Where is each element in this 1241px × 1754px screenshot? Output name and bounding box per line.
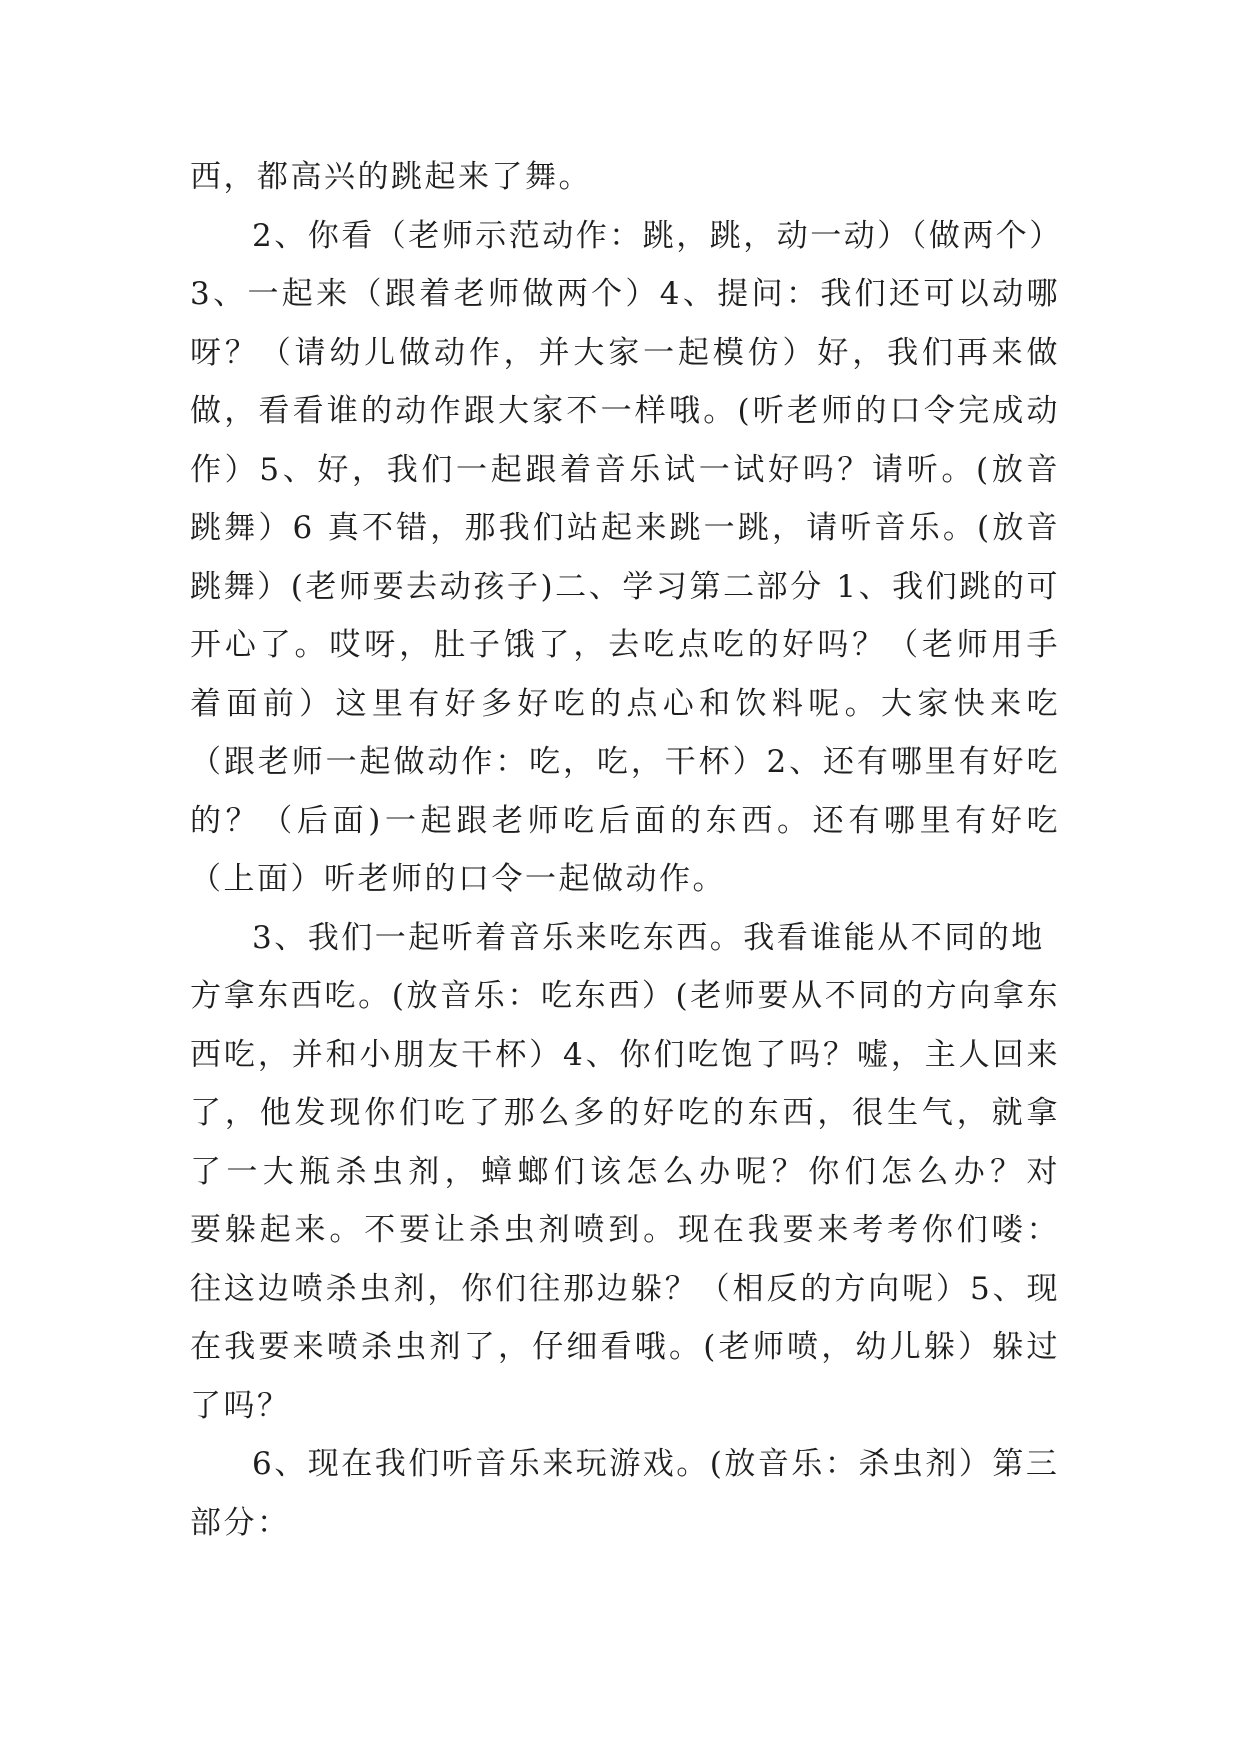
text-line: 了一大瓶杀虫剂，蟑螂们该怎么办呢？你们怎么办？对 — [190, 1153, 1060, 1190]
text-line: 了吗？ — [190, 1387, 291, 1424]
text-line: 部分： — [190, 1504, 291, 1541]
text-line: 的？（后面)一起跟老师吃后面的东西。还有哪里有好吃 — [190, 802, 1060, 839]
text-line: 在我要来喷杀虫剂了，仔细看哦。(老师喷，幼儿躲）躲过 — [190, 1329, 1060, 1365]
text-line: 2、你看（老师示范动作：跳，跳，动一动）（做两个） — [252, 217, 1063, 254]
text-line: 做，看看谁的动作跟大家不一样哦。(听老师的口令完成动 — [190, 393, 1060, 429]
text-line: 方拿东西吃。(放音乐：吃东西）(老师要从不同的方向拿东 — [190, 978, 1060, 1014]
text-line: 呀？（请幼儿做动作，并大家一起模仿）好，我们再来做 — [190, 334, 1060, 371]
text-line: 要躲起来。不要让杀虫剂喷到。现在我要来考考你们喽： — [190, 1212, 1060, 1248]
text-line: 3、一起来（跟着老师做两个）4、提问：我们还可以动哪 — [190, 276, 1060, 312]
text-line: 往这边喷杀虫剂，你们往那边躲？（相反的方向呢）5、现 — [190, 1270, 1060, 1307]
text-line: （跟老师一起做动作：吃，吃，干杯）2、还有哪里有好吃 — [190, 744, 1060, 780]
text-line: 6、现在我们听音乐来玩游戏。(放音乐：杀虫剂）第三 — [252, 1446, 1060, 1482]
text-line: 作）5、好，我们一起跟着音乐试一试好吗？请听。(放音 — [190, 451, 1060, 488]
text-line: 跳舞）(老师要去动孩子)二、学习第二部分 1、我们跳的可 — [190, 568, 1060, 605]
text-line: 跳舞）6 真不错，那我们站起来跳一跳，请听音乐。(放音 — [190, 510, 1060, 546]
body-text-block — [190, 148, 1063, 1552]
text-line: 3、我们一起听着音乐来吃东西。我看谁能从不同的地 — [252, 919, 1045, 956]
text-line: 西吃，并和小朋友干杯）4、你们吃饱了吗？嘘，主人回来 — [190, 1036, 1060, 1073]
text-line: 开心了。哎呀，肚子饿了，去吃点吃的好吗？（老师用手 — [190, 627, 1060, 663]
text-line: 着面前）这里有好多好吃的点心和饮料呢。大家快来吃 — [190, 685, 1060, 722]
text-line: 西，都高兴的跳起来了舞。 — [190, 159, 592, 195]
text-line: 了，他发现你们吃了那么多的好吃的东西，很生气，就拿 — [190, 1095, 1060, 1131]
text-line: （上面）听老师的口令一起做动作。 — [190, 861, 726, 897]
